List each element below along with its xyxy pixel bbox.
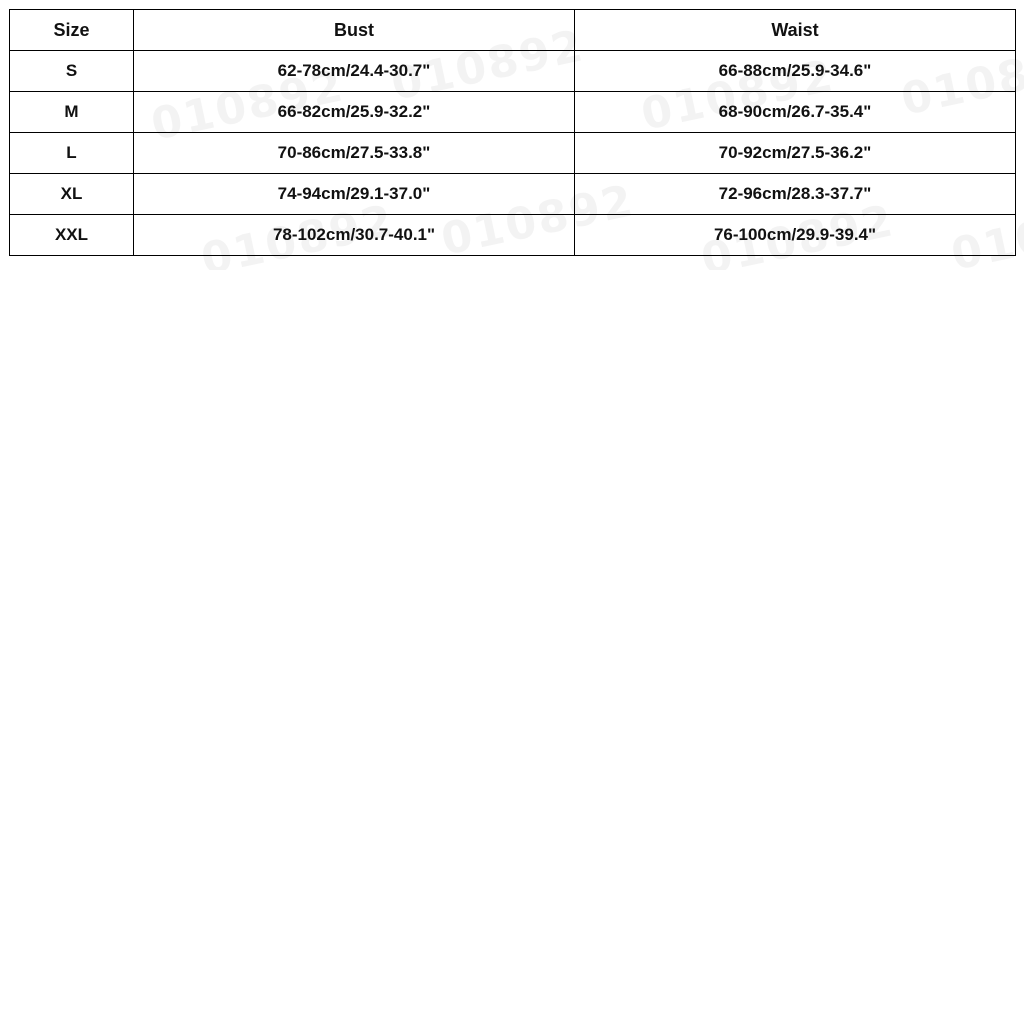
cell-bust: 70-86cm/27.5-33.8" [134,133,575,174]
cell-size: S [10,51,134,92]
cell-waist: 76-100cm/29.9-39.4" [575,215,1016,256]
header-size: Size [10,10,134,51]
cell-size: XXL [10,215,134,256]
cell-bust: 78-102cm/30.7-40.1" [134,215,575,256]
table-row [10,51,1016,92]
header-bust: Bust [134,10,575,51]
header-waist: Waist [575,10,1016,51]
cell-bust: 62-78cm/24.4-30.7" [134,51,575,92]
header-row [10,10,1016,51]
cell-size: L [10,133,134,174]
size-chart-table [9,9,1016,256]
cell-waist: 72-96cm/28.3-37.7" [575,174,1016,215]
table-row [10,92,1016,133]
cell-waist: 66-88cm/25.9-34.6" [575,51,1016,92]
cell-size: M [10,92,134,133]
cell-bust: 66-82cm/25.9-32.2" [134,92,575,133]
cell-waist: 70-92cm/27.5-36.2" [575,133,1016,174]
table-row [10,133,1016,174]
cell-bust: 74-94cm/29.1-37.0" [134,174,575,215]
cell-size: XL [10,174,134,215]
table-row [10,215,1016,256]
cell-waist: 68-90cm/26.7-35.4" [575,92,1016,133]
table-row [10,174,1016,215]
